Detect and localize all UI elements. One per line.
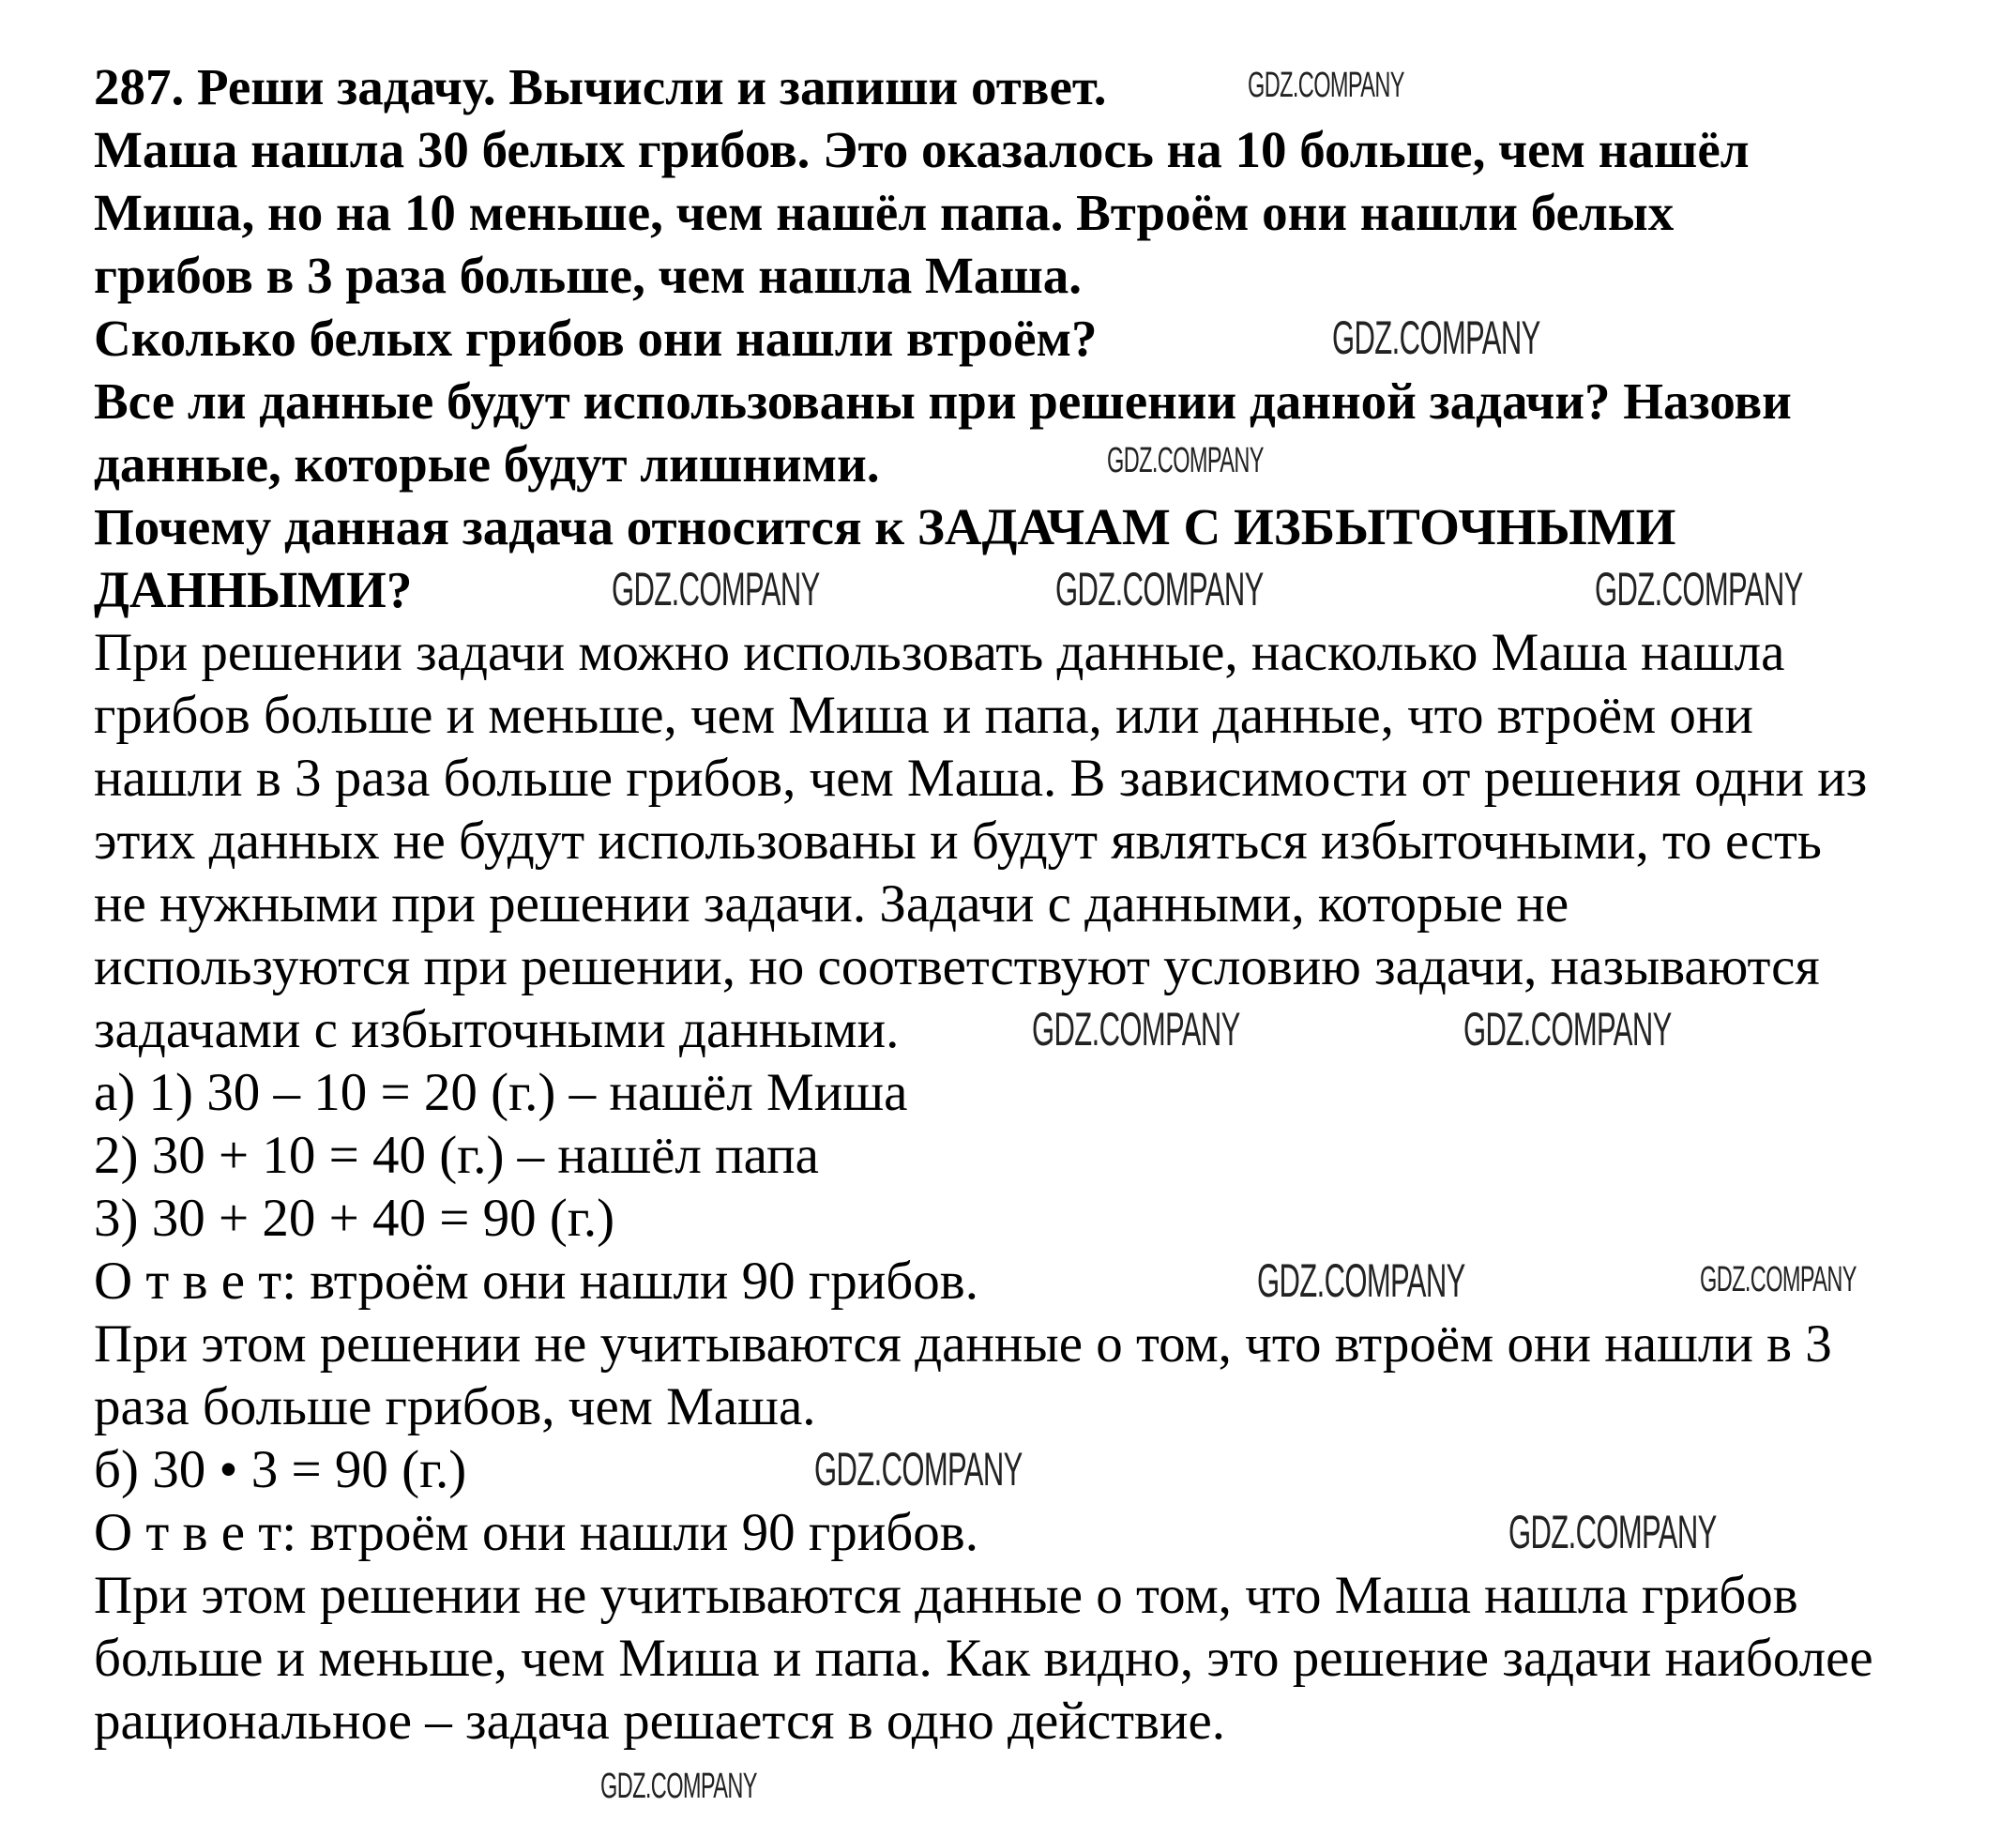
answer-line: используются при решении, но соответствуют условию задачи, называются: [94, 937, 1820, 996]
watermark: GDZ.COMPANY: [1700, 1260, 1857, 1299]
answer-line: рациональное – задача решается в одно действие.: [94, 1692, 1226, 1751]
answer-line: больше и меньше, чем Миша и папа. Как видно, это решение задачи наиболее: [94, 1629, 1873, 1688]
watermark: GDZ.COMPANY: [814, 1443, 1023, 1496]
document: [94, 55, 1873, 1753]
watermark: GDZ.COMPANY: [1107, 441, 1264, 480]
answer-line: нашли в 3 раза больше грибов, чем Маша. В зависимости от решения одни из: [94, 749, 1868, 808]
watermark: GDZ.COMPANY: [612, 563, 820, 615]
task-line: Почему данная задача относится к ЗАДАЧАМ С ИЗБЫТОЧНЫМИ: [94, 498, 1676, 555]
answer-line: При решении задачи можно использовать данные, насколько Маша нашла: [94, 623, 1785, 682]
watermark: GDZ.COMPANY: [1032, 1003, 1240, 1055]
task-line: грибов в 3 раза больше, чем нашла Маша.: [94, 247, 1083, 304]
task-line: Сколько белых грибов они нашли втроём?: [94, 310, 1098, 367]
watermark: GDZ.COMPANY: [1508, 1506, 1717, 1558]
task-line: Все ли данные будут использованы при решении данной задачи? Назови: [94, 372, 1792, 430]
watermark: GDZ.COMPANY: [1463, 1003, 1672, 1055]
answer-line: 3) 30 + 20 + 40 = 90 (г.): [94, 1189, 615, 1248]
watermark: GDZ.COMPANY: [1595, 563, 1803, 615]
watermark: GDZ.COMPANY: [1332, 311, 1540, 364]
task-line: ДАННЫМИ?: [94, 561, 413, 618]
task-line: Маша нашла 30 белых грибов. Это оказалось на 10 больше, чем нашёл: [94, 121, 1750, 178]
answer-line: При этом решении не учитываются данные о том, что втроём они нашли в 3: [94, 1314, 1832, 1374]
answer-line: 2) 30 + 10 = 40 (г.) – нашёл папа: [94, 1126, 819, 1185]
answer-line: О т в е т: втроём они нашли 90 грибов.: [94, 1252, 978, 1311]
watermark: GDZ.COMPANY: [1248, 66, 1404, 105]
answer-line: этих данных не будут использованы и будут являться избыточными, то есть: [94, 812, 1822, 871]
answer-line: б) 30 • 3 = 90 (г.): [94, 1440, 467, 1499]
answer-line: не нужными при решении задачи. Задачи с данными, которые не: [94, 874, 1569, 934]
watermark: GDZ.COMPANY: [1257, 1254, 1465, 1307]
answer-line: При этом решении не учитываются данные о том, что Маша нашла грибов: [94, 1566, 1798, 1625]
answer-line: раза больше грибов, чем Маша.: [94, 1377, 816, 1436]
task-statement: [94, 55, 1873, 621]
answer-line: грибов больше и меньше, чем Миша и папа, или данные, что втроём они: [94, 686, 1753, 745]
watermark: GDZ.COMPANY: [600, 1767, 757, 1806]
answer-line: а) 1) 30 – 10 = 20 (г.) – нашёл Миша: [94, 1063, 908, 1122]
answer-line: О т в е т: втроём они нашли 90 грибов.: [94, 1503, 978, 1562]
answer-line: задачами с избыточными данными.: [94, 1000, 900, 1059]
task-line: данные, которые будут лишними.: [94, 435, 880, 493]
watermark: GDZ.COMPANY: [1055, 563, 1264, 615]
task-line: 287. Реши задачу. Вычисли и запиши ответ.: [94, 58, 1107, 115]
task-line: Миша, но на 10 меньше, чем нашёл папа. Втроём они нашли белых: [94, 184, 1675, 241]
solution-text: [94, 621, 1873, 1753]
